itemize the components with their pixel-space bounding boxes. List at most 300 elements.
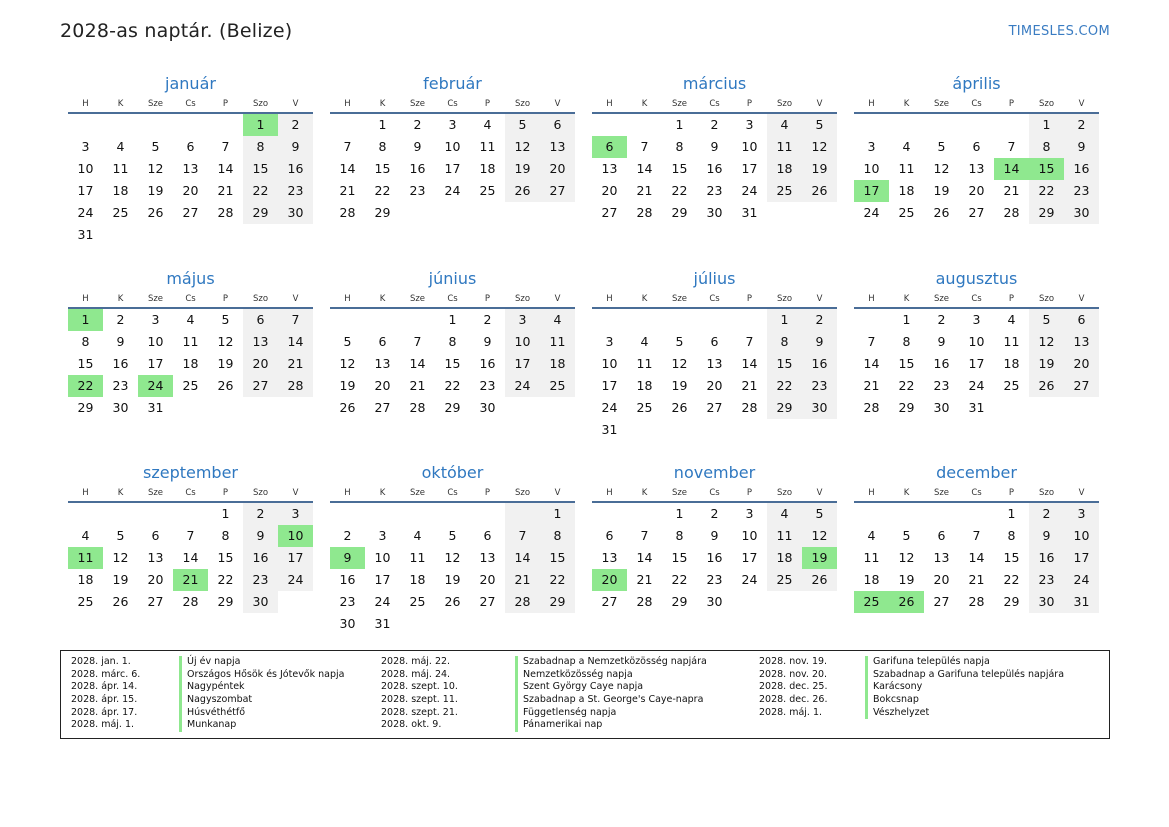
weekday-header: K <box>641 488 648 498</box>
calendar-day: 23 <box>409 183 426 198</box>
week-row <box>68 309 313 331</box>
weekday-header-row <box>330 291 575 309</box>
empty-day <box>103 224 138 246</box>
calendar-day: 15 <box>1003 550 1020 565</box>
calendar-day: 31 <box>741 205 758 220</box>
weekday-header: H <box>868 488 875 498</box>
empty-day <box>592 114 627 136</box>
calendar-day: 3 <box>1064 503 1099 525</box>
calendar-day: 26 <box>802 569 837 591</box>
calendar-day: 11 <box>479 139 496 154</box>
legend-holiday-name: Függetlenség napja <box>515 707 707 720</box>
holiday-day: 14 <box>994 158 1029 180</box>
calendar-day: 10 <box>1064 525 1099 547</box>
calendar-day: 29 <box>671 594 688 609</box>
calendar-day: 9 <box>937 334 946 349</box>
calendar-day: 24 <box>1064 569 1099 591</box>
empty-day <box>662 419 697 441</box>
empty-day <box>470 202 505 224</box>
weekday-header: Szo <box>776 488 793 498</box>
calendar-day: 14 <box>182 550 199 565</box>
calendar-day: 7 <box>972 528 981 543</box>
legend-date: 2028. ápr. 14. <box>71 681 138 693</box>
holiday-day: 11 <box>68 547 103 569</box>
week-row <box>330 331 575 353</box>
holiday-day: 10 <box>278 525 313 547</box>
holiday-day: 6 <box>592 136 627 158</box>
empty-day <box>435 202 470 224</box>
calendar-day: 18 <box>767 547 802 569</box>
weekday-header: Szo <box>514 488 531 498</box>
calendar-day: 19 <box>1029 353 1064 375</box>
calendar-day: 4 <box>867 528 876 543</box>
week-row <box>592 569 837 591</box>
legend-date: 2028. szept. 21. <box>381 706 458 718</box>
calendar-day: 18 <box>898 183 915 198</box>
calendar-day: 2 <box>937 312 946 327</box>
calendar-day: 25 <box>540 375 575 397</box>
calendar-day: 24 <box>444 183 461 198</box>
calendar-day: 16 <box>1064 158 1099 180</box>
calendar-day: 10 <box>147 334 164 349</box>
weekday-header: Sze <box>933 99 950 109</box>
legend-date: 2028. dec. 26. <box>759 694 828 706</box>
weekday-header: Cs <box>709 99 720 109</box>
calendar-day: 31 <box>147 400 164 415</box>
month-name: július <box>693 269 736 288</box>
month-2 <box>330 72 575 224</box>
month-7 <box>592 267 837 441</box>
calendar-day: 17 <box>741 161 758 176</box>
weekday-header: V <box>554 99 561 109</box>
weekday-header: P <box>484 99 491 109</box>
month-name: március <box>682 74 747 93</box>
empty-day <box>627 309 662 331</box>
calendar-day: 29 <box>217 594 234 609</box>
legend-holiday-name: Munkanap <box>179 719 344 732</box>
empty-day <box>627 114 662 136</box>
calendar-day: 9 <box>243 525 278 547</box>
calendar-day: 19 <box>217 356 234 371</box>
calendar-day: 7 <box>640 139 649 154</box>
calendar-day: 13 <box>968 161 985 176</box>
calendar-day: 25 <box>182 378 199 393</box>
empty-day <box>627 419 662 441</box>
week-row <box>330 525 575 547</box>
weekday-header: Cs <box>185 488 196 498</box>
calendar-day: 28 <box>863 400 880 415</box>
empty-day <box>138 114 173 136</box>
calendar-day: 21 <box>278 353 313 375</box>
calendar-day: 27 <box>706 400 723 415</box>
calendar-day: 23 <box>479 378 496 393</box>
calendar-day: 4 <box>902 139 911 154</box>
weekday-header: Cs <box>447 488 458 498</box>
month-6 <box>330 267 575 419</box>
calendar-day: 2 <box>802 309 837 331</box>
calendar-day: 12 <box>444 550 461 565</box>
calendar-day: 22 <box>671 572 688 587</box>
calendar-day: 9 <box>802 331 837 353</box>
week-row <box>592 331 837 353</box>
calendar-day: 19 <box>671 378 688 393</box>
calendar-day: 8 <box>902 334 911 349</box>
calendar-day: 17 <box>968 356 985 371</box>
calendar-day: 20 <box>374 378 391 393</box>
legend-holiday-name: Nagyszombat <box>179 694 344 707</box>
weekday-header: P <box>746 294 753 304</box>
calendar-day: 21 <box>968 572 985 587</box>
week-row <box>854 591 1099 613</box>
weekday-header: P <box>746 99 753 109</box>
calendar-day: 8 <box>243 136 278 158</box>
empty-day <box>889 114 924 136</box>
calendar-day: 15 <box>898 356 915 371</box>
weekday-header: Szo <box>776 99 793 109</box>
calendar-day: 2 <box>483 312 492 327</box>
calendar-day: 20 <box>1064 353 1099 375</box>
calendar-day: 12 <box>802 136 837 158</box>
calendar-day: 27 <box>147 594 164 609</box>
calendar-day: 8 <box>1029 136 1064 158</box>
calendar-day: 22 <box>444 378 461 393</box>
legend-date: 2028. okt. 9. <box>381 719 442 731</box>
week-row <box>592 503 837 525</box>
empty-day <box>994 114 1029 136</box>
calendar-day: 20 <box>540 158 575 180</box>
weekday-header-row <box>592 291 837 309</box>
calendar-day: 4 <box>186 312 195 327</box>
calendar-day: 17 <box>147 356 164 371</box>
calendar-day: 27 <box>933 594 950 609</box>
calendar-day: 7 <box>1007 139 1016 154</box>
calendar-day: 8 <box>448 334 457 349</box>
holiday-day: 24 <box>138 375 173 397</box>
week-row <box>330 309 575 331</box>
week-row <box>330 547 575 569</box>
empty-day <box>505 613 540 635</box>
calendar-day: 13 <box>933 550 950 565</box>
empty-day <box>767 419 802 441</box>
empty-day <box>505 503 540 525</box>
calendar-day: 23 <box>278 180 313 202</box>
calendar-day: 30 <box>278 202 313 224</box>
calendar-day: 11 <box>182 334 199 349</box>
weekday-header: V <box>816 488 823 498</box>
calendar-day: 20 <box>182 183 199 198</box>
holiday-day: 19 <box>802 547 837 569</box>
calendar-day: 11 <box>898 161 915 176</box>
week-row <box>592 158 837 180</box>
week-row <box>592 353 837 375</box>
calendar-day: 9 <box>1029 525 1064 547</box>
calendar-day: 19 <box>339 378 356 393</box>
legend-date: 2028. márc. 6. <box>71 668 141 680</box>
weekday-header: P <box>1008 99 1015 109</box>
calendar-day: 19 <box>933 183 950 198</box>
week-row <box>592 180 837 202</box>
empty-day <box>365 503 400 525</box>
holiday-day: 1 <box>243 114 278 136</box>
month-3 <box>592 72 837 224</box>
calendar-day: 1 <box>675 117 684 132</box>
legend-date: 2028. nov. 19. <box>759 656 828 667</box>
legend-date: 2028. nov. 20. <box>759 668 828 680</box>
month-10 <box>330 461 575 635</box>
calendar-day: 5 <box>802 114 837 136</box>
calendar-day: 30 <box>802 397 837 419</box>
calendar-day: 28 <box>409 400 426 415</box>
month-name: szeptember <box>142 463 238 482</box>
weekday-header: K <box>379 99 386 109</box>
weekday-header: P <box>1008 294 1015 304</box>
empty-day <box>278 591 313 613</box>
calendar-day: 15 <box>671 161 688 176</box>
week-row <box>854 331 1099 353</box>
week-row <box>854 547 1099 569</box>
calendar-day: 17 <box>741 550 758 565</box>
calendar-day: 5 <box>802 503 837 525</box>
calendar-day: 28 <box>636 205 653 220</box>
calendar-day: 25 <box>767 569 802 591</box>
calendar-day: 8 <box>81 334 90 349</box>
page-title: 2028-as naptár. (Belize) <box>60 20 293 42</box>
empty-day <box>540 397 575 419</box>
calendar-day: 15 <box>671 550 688 565</box>
calendar-day: 29 <box>671 205 688 220</box>
calendar-day: 22 <box>374 183 391 198</box>
calendar-day: 3 <box>505 309 540 331</box>
calendar-day: 11 <box>112 161 129 176</box>
calendar-day: 12 <box>802 525 837 547</box>
calendar-day: 1 <box>448 312 457 327</box>
calendar-day: 5 <box>343 334 352 349</box>
weekday-header: V <box>292 99 299 109</box>
calendar-day: 16 <box>112 356 129 371</box>
weekday-header: Sze <box>147 99 164 109</box>
empty-day <box>994 397 1029 419</box>
empty-day <box>400 202 435 224</box>
calendar-day: 1 <box>767 309 802 331</box>
calendar-day: 7 <box>867 334 876 349</box>
calendar-day: 17 <box>1064 547 1099 569</box>
calendar-day: 9 <box>413 139 422 154</box>
calendar-day: 1 <box>675 506 684 521</box>
calendar-day: 13 <box>1064 331 1099 353</box>
calendar-day: 14 <box>968 550 985 565</box>
calendar-day: 3 <box>605 334 614 349</box>
month-name: december <box>936 463 1017 482</box>
weekday-header-row <box>854 485 1099 503</box>
week-row <box>854 569 1099 591</box>
holiday-day: 26 <box>889 591 924 613</box>
calendar-day: 20 <box>479 572 496 587</box>
empty-day <box>173 224 208 246</box>
calendar-day: 23 <box>1064 180 1099 202</box>
calendar-day: 21 <box>339 183 356 198</box>
calendar-day: 21 <box>505 569 540 591</box>
calendar-day: 4 <box>540 309 575 331</box>
week-row <box>68 353 313 375</box>
weekday-header: P <box>484 488 491 498</box>
week-row <box>68 547 313 569</box>
calendar-day: 3 <box>867 139 876 154</box>
calendar-day: 22 <box>217 572 234 587</box>
weekday-header-row <box>68 96 313 114</box>
weekday-header: P <box>1008 488 1015 498</box>
brand-link[interactable]: TIMESLES.COM <box>1008 24 1110 39</box>
week-row <box>854 353 1099 375</box>
legend-name-column <box>179 656 344 732</box>
calendar-day: 6 <box>186 139 195 154</box>
empty-day <box>243 397 278 419</box>
calendar-day: 4 <box>1007 312 1016 327</box>
calendar-day: 2 <box>1029 503 1064 525</box>
calendar-day: 11 <box>1003 334 1020 349</box>
calendar-day: 30 <box>1029 591 1064 613</box>
month-name: november <box>673 463 756 482</box>
calendar-day: 15 <box>444 356 461 371</box>
calendar-day: 15 <box>540 547 575 569</box>
calendar-day: 7 <box>640 528 649 543</box>
calendar-day: 30 <box>933 400 950 415</box>
empty-day <box>854 503 889 525</box>
calendar-day: 23 <box>802 375 837 397</box>
week-row <box>592 419 837 441</box>
calendar-day: 17 <box>505 353 540 375</box>
empty-day <box>924 503 959 525</box>
calendar-day: 17 <box>444 161 461 176</box>
calendar-day: 18 <box>182 356 199 371</box>
calendar-day: 19 <box>147 183 164 198</box>
empty-day <box>505 202 540 224</box>
empty-day <box>889 503 924 525</box>
calendar-day: 4 <box>767 114 802 136</box>
weekday-header: H <box>606 488 613 498</box>
calendar-day: 27 <box>479 594 496 609</box>
calendar-day: 28 <box>741 400 758 415</box>
calendar-day: 18 <box>767 158 802 180</box>
calendar-day: 3 <box>745 506 754 521</box>
week-row <box>592 525 837 547</box>
calendar-day: 24 <box>601 400 618 415</box>
calendar-day: 2 <box>710 117 719 132</box>
month-5 <box>68 267 313 419</box>
calendar-day: 3 <box>278 503 313 525</box>
weekday-header: Szo <box>514 294 531 304</box>
calendar-day: 21 <box>636 572 653 587</box>
calendar-day: 20 <box>706 378 723 393</box>
calendar-day: 18 <box>77 572 94 587</box>
calendar-day: 3 <box>972 312 981 327</box>
empty-day <box>243 224 278 246</box>
month-8 <box>854 267 1099 419</box>
empty-day <box>400 309 435 331</box>
week-row <box>68 569 313 591</box>
calendar-day: 21 <box>1003 183 1020 198</box>
weekday-header-row <box>854 96 1099 114</box>
calendar-day: 28 <box>636 594 653 609</box>
calendar-day: 10 <box>505 331 540 353</box>
empty-day <box>208 114 243 136</box>
calendar-day: 30 <box>1064 202 1099 224</box>
legend-date-column <box>381 656 458 732</box>
calendar-day: 30 <box>339 616 356 631</box>
calendar-day: 1 <box>1007 506 1016 521</box>
calendar-day: 30 <box>706 594 723 609</box>
holiday-day: 25 <box>854 591 889 613</box>
weekday-header: V <box>816 99 823 109</box>
calendar-day: 28 <box>182 594 199 609</box>
calendar-day: 2 <box>116 312 125 327</box>
calendar-day: 10 <box>863 161 880 176</box>
calendar-day: 10 <box>968 334 985 349</box>
calendar-day: 6 <box>243 309 278 331</box>
calendar-day: 19 <box>505 158 540 180</box>
calendar-day: 13 <box>243 331 278 353</box>
week-row <box>854 503 1099 525</box>
calendar-day: 16 <box>1029 547 1064 569</box>
calendar-day: 27 <box>601 205 618 220</box>
empty-day <box>278 397 313 419</box>
weekday-header-row <box>68 291 313 309</box>
week-row <box>68 375 313 397</box>
calendar-day: 14 <box>409 356 426 371</box>
calendar-day: 22 <box>243 180 278 202</box>
week-row <box>68 180 313 202</box>
weekday-header: Szo <box>252 99 269 109</box>
calendar-day: 6 <box>1064 309 1099 331</box>
calendar-day: 23 <box>706 183 723 198</box>
legend-date: 2028. máj. 1. <box>759 706 823 718</box>
calendar-day: 29 <box>374 205 391 220</box>
week-row <box>68 158 313 180</box>
calendar-day: 4 <box>116 139 125 154</box>
calendar-day: 22 <box>767 375 802 397</box>
week-row <box>330 202 575 224</box>
calendar-day: 13 <box>601 161 618 176</box>
week-row <box>854 202 1099 224</box>
legend-holiday-name: Pánamerikai nap <box>515 719 707 732</box>
empty-day <box>592 309 627 331</box>
calendar-day: 23 <box>339 594 356 609</box>
weekday-header: Sze <box>933 294 950 304</box>
week-row <box>68 591 313 613</box>
calendar-day: 5 <box>937 139 946 154</box>
calendar-day: 30 <box>112 400 129 415</box>
calendar-day: 1 <box>1029 114 1064 136</box>
calendar-day: 26 <box>671 400 688 415</box>
month-name: január <box>165 74 216 93</box>
legend-date-column <box>759 656 827 719</box>
calendar-day: 31 <box>968 400 985 415</box>
empty-day <box>208 397 243 419</box>
holiday-day: 22 <box>68 375 103 397</box>
week-row <box>854 309 1099 331</box>
weekday-header: Szo <box>1038 294 1055 304</box>
calendar-day: 24 <box>278 569 313 591</box>
calendar-day: 1 <box>540 503 575 525</box>
week-row <box>592 309 837 331</box>
calendar-day: 11 <box>409 550 426 565</box>
empty-day <box>470 503 505 525</box>
month-11 <box>592 461 837 613</box>
calendar-day: 23 <box>933 378 950 393</box>
weekday-header: Sze <box>671 99 688 109</box>
calendar-day: 16 <box>802 353 837 375</box>
weekday-header: Szo <box>1038 488 1055 498</box>
weekday-header: Szo <box>776 294 793 304</box>
